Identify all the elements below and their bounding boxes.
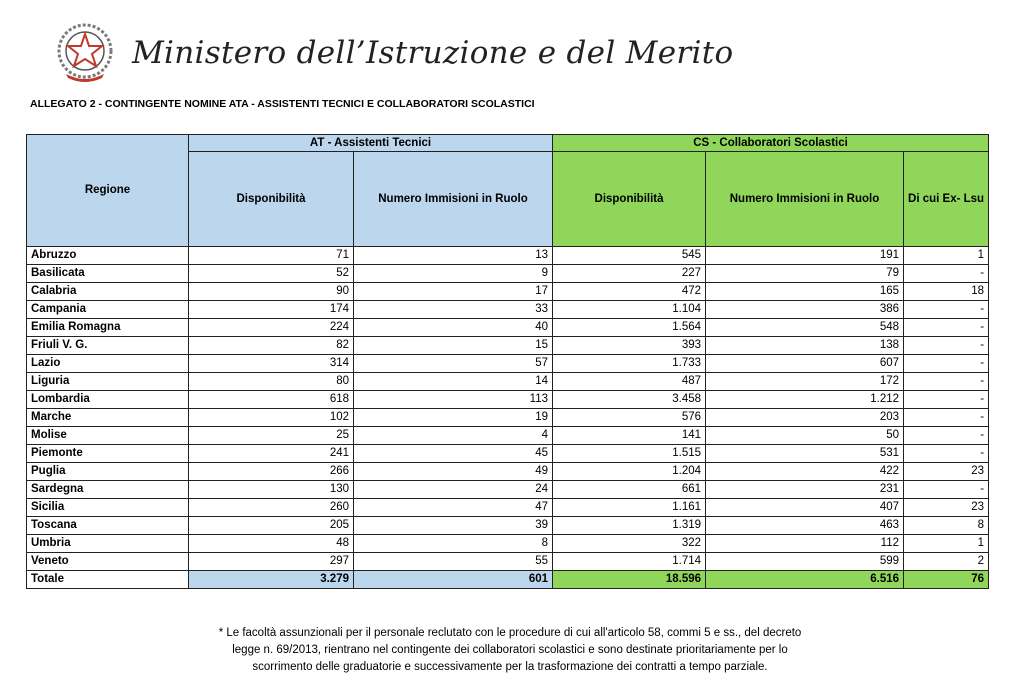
value-cell: 607 <box>706 355 904 373</box>
table-row <box>27 247 989 265</box>
region-cell: Sicilia <box>27 499 189 517</box>
value-cell: 1.104 <box>553 301 706 319</box>
region-cell: Lombardia <box>27 391 189 409</box>
value-cell: - <box>904 337 989 355</box>
table-row <box>27 337 989 355</box>
column-header: Disponibilità <box>553 152 706 247</box>
region-cell: Calabria <box>27 283 189 301</box>
table-row <box>27 499 989 517</box>
value-cell: 174 <box>189 301 354 319</box>
region-cell: Sardegna <box>27 481 189 499</box>
value-cell: 576 <box>553 409 706 427</box>
value-cell: 1 <box>904 535 989 553</box>
value-cell: 203 <box>706 409 904 427</box>
value-cell: 52 <box>189 265 354 283</box>
region-cell: Marche <box>27 409 189 427</box>
footnote <box>150 625 870 676</box>
value-cell: 102 <box>189 409 354 427</box>
value-cell: 39 <box>354 517 553 535</box>
region-cell: Veneto <box>27 553 189 571</box>
table-row <box>27 445 989 463</box>
value-cell: 47 <box>354 499 553 517</box>
column-header: Numero Immisioni in Ruolo <box>706 152 904 247</box>
value-cell: 23 <box>904 463 989 481</box>
value-cell: 1.564 <box>553 319 706 337</box>
table-row <box>27 535 989 553</box>
value-cell: 25 <box>189 427 354 445</box>
value-cell: 548 <box>706 319 904 337</box>
value-cell: - <box>904 481 989 499</box>
value-cell: 141 <box>553 427 706 445</box>
table-body <box>27 247 989 589</box>
value-cell: 545 <box>553 247 706 265</box>
value-cell: 50 <box>706 427 904 445</box>
value-cell: 48 <box>189 535 354 553</box>
value-cell: 17 <box>354 283 553 301</box>
value-cell: 49 <box>354 463 553 481</box>
footnote-line: * Le facoltà assunzionali per il personale reclutato con le procedure di cui all'articolo 58, commi 5 e ss., del decreto <box>218 627 802 639</box>
value-cell: 1.212 <box>706 391 904 409</box>
table-row <box>27 373 989 391</box>
value-cell: 393 <box>553 337 706 355</box>
value-cell: 1 <box>904 247 989 265</box>
value-cell: 322 <box>553 535 706 553</box>
italian-republic-emblem-icon <box>52 20 118 86</box>
value-cell: 40 <box>354 319 553 337</box>
region-cell: Liguria <box>27 373 189 391</box>
value-cell: - <box>904 355 989 373</box>
value-cell: 79 <box>706 265 904 283</box>
value-cell: 661 <box>553 481 706 499</box>
value-cell: 227 <box>553 265 706 283</box>
value-cell: 4 <box>354 427 553 445</box>
value-cell: 19 <box>354 409 553 427</box>
value-cell: - <box>904 409 989 427</box>
table-row <box>27 283 989 301</box>
value-cell: 1.515 <box>553 445 706 463</box>
region-cell: Umbria <box>27 535 189 553</box>
value-cell: 33 <box>354 301 553 319</box>
table-row <box>27 481 989 499</box>
value-cell: 1.714 <box>553 553 706 571</box>
table-row <box>27 319 989 337</box>
column-header: Di cui Ex- Lsu <box>904 152 989 247</box>
contingent-table <box>26 134 989 589</box>
value-cell: 472 <box>553 283 706 301</box>
value-cell: 231 <box>706 481 904 499</box>
footnote-line: legge n. 69/2013, rientrano nel contingente dei collaboratori scolastici e sono destinate prioritariamente per lo <box>232 644 788 656</box>
value-cell: - <box>904 391 989 409</box>
value-cell: 15 <box>354 337 553 355</box>
value-cell: 8 <box>354 535 553 553</box>
footnote-line: scorrimento delle graduatorie e successivamente per la trasformazione dei contratti a tempo parziale. <box>252 661 768 673</box>
region-cell: Abruzzo <box>27 247 189 265</box>
value-cell: 1.204 <box>553 463 706 481</box>
region-cell: Emilia Romagna <box>27 319 189 337</box>
cs-group-header: CS - Collaboratori Scolastici <box>553 135 989 152</box>
letterhead <box>52 18 733 88</box>
region-cell: Lazio <box>27 355 189 373</box>
value-cell: 112 <box>706 535 904 553</box>
table-row <box>27 265 989 283</box>
table-row <box>27 463 989 481</box>
region-cell: Piemonte <box>27 445 189 463</box>
value-cell: 80 <box>189 373 354 391</box>
value-cell: - <box>904 445 989 463</box>
value-cell: 9 <box>354 265 553 283</box>
region-cell: Friuli V. G. <box>27 337 189 355</box>
value-cell: 6.516 <box>706 571 904 589</box>
region-cell: Basilicata <box>27 265 189 283</box>
table-row <box>27 409 989 427</box>
value-cell: 487 <box>553 373 706 391</box>
ministry-name: Ministero dell’Istruzione e del Merito <box>132 35 734 71</box>
at-group-header: AT - Assistenti Tecnici <box>189 135 553 152</box>
value-cell: 599 <box>706 553 904 571</box>
value-cell: 172 <box>706 373 904 391</box>
value-cell: 55 <box>354 553 553 571</box>
value-cell: 3.458 <box>553 391 706 409</box>
table-row <box>27 301 989 319</box>
region-cell: Toscana <box>27 517 189 535</box>
column-header: Numero Immisioni in Ruolo <box>354 152 553 247</box>
value-cell: 71 <box>189 247 354 265</box>
value-cell: 3.279 <box>189 571 354 589</box>
value-cell: 241 <box>189 445 354 463</box>
value-cell: 76 <box>904 571 989 589</box>
value-cell: - <box>904 373 989 391</box>
value-cell: 90 <box>189 283 354 301</box>
total-row <box>27 571 989 589</box>
value-cell: 138 <box>706 337 904 355</box>
value-cell: 205 <box>189 517 354 535</box>
value-cell: 601 <box>354 571 553 589</box>
region-header: Regione <box>27 135 189 247</box>
value-cell: 1.319 <box>553 517 706 535</box>
value-cell: 1.733 <box>553 355 706 373</box>
value-cell: - <box>904 265 989 283</box>
value-cell: 18.596 <box>553 571 706 589</box>
value-cell: 260 <box>189 499 354 517</box>
value-cell: 386 <box>706 301 904 319</box>
table-row <box>27 553 989 571</box>
value-cell: 57 <box>354 355 553 373</box>
value-cell: 113 <box>354 391 553 409</box>
region-cell: Campania <box>27 301 189 319</box>
column-header: Disponibilità <box>189 152 354 247</box>
value-cell: 2 <box>904 553 989 571</box>
value-cell: 422 <box>706 463 904 481</box>
document-title: ALLEGATO 2 - CONTINGENTE NOMINE ATA - ASSISTENTI TECNICI E COLLABORATORI SCOLASTICI <box>30 98 535 110</box>
value-cell: 618 <box>189 391 354 409</box>
value-cell: 314 <box>189 355 354 373</box>
table-row <box>27 355 989 373</box>
value-cell: 266 <box>189 463 354 481</box>
value-cell: 531 <box>706 445 904 463</box>
value-cell: 191 <box>706 247 904 265</box>
value-cell: - <box>904 427 989 445</box>
table-row <box>27 517 989 535</box>
value-cell: 165 <box>706 283 904 301</box>
value-cell: 224 <box>189 319 354 337</box>
value-cell: - <box>904 319 989 337</box>
region-cell: Totale <box>27 571 189 589</box>
value-cell: 13 <box>354 247 553 265</box>
value-cell: 24 <box>354 481 553 499</box>
value-cell: 407 <box>706 499 904 517</box>
value-cell: 14 <box>354 373 553 391</box>
region-cell: Puglia <box>27 463 189 481</box>
table-row <box>27 391 989 409</box>
table-row <box>27 427 989 445</box>
value-cell: 463 <box>706 517 904 535</box>
value-cell: 1.161 <box>553 499 706 517</box>
value-cell: 45 <box>354 445 553 463</box>
value-cell: 8 <box>904 517 989 535</box>
region-cell: Molise <box>27 427 189 445</box>
value-cell: - <box>904 301 989 319</box>
value-cell: 130 <box>189 481 354 499</box>
value-cell: 82 <box>189 337 354 355</box>
value-cell: 18 <box>904 283 989 301</box>
value-cell: 297 <box>189 553 354 571</box>
value-cell: 23 <box>904 499 989 517</box>
